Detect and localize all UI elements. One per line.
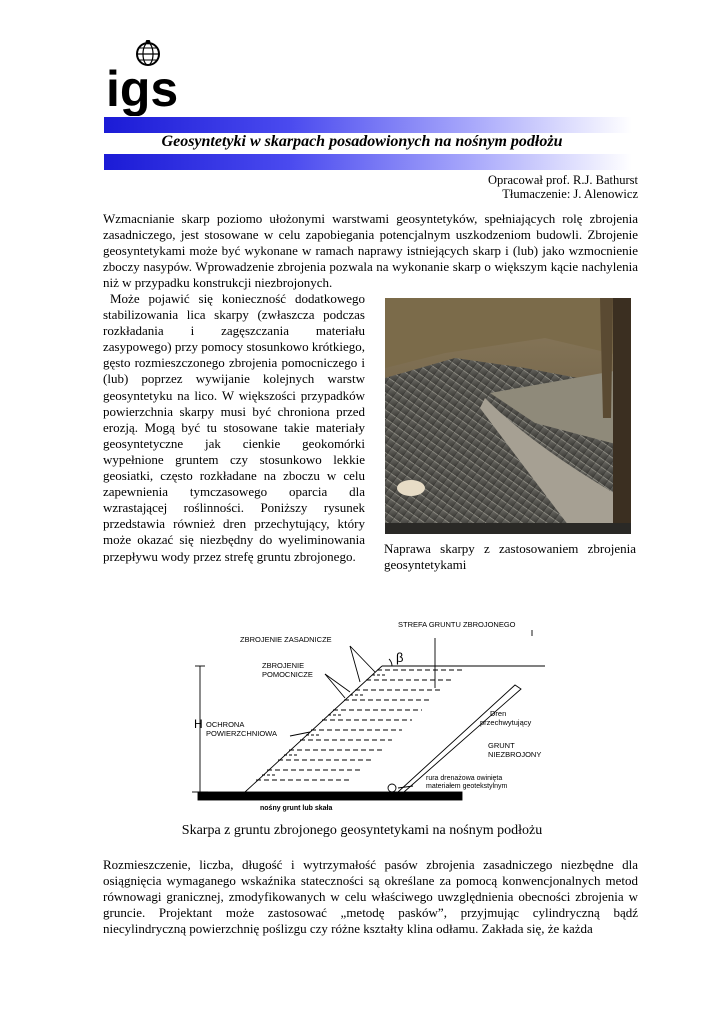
- label-secondary-2: POMOCNICZE: [262, 670, 313, 679]
- author-line: Opracował prof. R.J. Bathurst: [488, 173, 638, 187]
- label-primary-reinforcement: ZBROJENIE ZASADNICZE: [240, 635, 332, 644]
- paragraph-design-method: Rozmieszczenie, liczba, długość i wytrzymałość pasów zbrojenia zasadniczego niezbędne dla osiągnięcia wymaganego wskaźnika stateczności są określane za pomocą konwencjonalnych metod równowagi granicznej, zmodyfikowanych w celu właściwego uwzględnienia obecności zbrojenia w gruncie. Projektant może zastosować „metodę pasków”, przyjmując cylindryczną bądź niecylindryczną powierzchnię poślizgu czy różne kształty klina odłamu. Zakłada się, że każda: [103, 857, 638, 937]
- label-protection-1: OCHRONA: [206, 720, 245, 729]
- logo-text: igs: [106, 61, 179, 116]
- igs-logo: [100, 40, 196, 116]
- paragraph-intro: Wzmacnianie skarp poziomo ułożonymi warstwami geosyntetyków, spełniających rolę zbrojenia zasadniczego, jest stosowane w celu zapobiegania potencjalnym uszkodzeniom budowli. Zbrojenie geosyntetykami może być wykonane w ramach naprawy istniejących skarp i (lub) jako wzmocnienie zboczy nasypów. Wprowadzenie zbrojenia pozwala na wykonanie skarp o większym kącie nachylenia niż w przypadku konstrukcji niezbrojonych.: [103, 211, 638, 291]
- slope-cross-section-diagram: [170, 610, 570, 815]
- label-protection-2: POWIERZCHNIOWA: [206, 729, 277, 738]
- translator-line: Tłumaczenie: J. Alenowicz: [502, 187, 638, 201]
- diagram-caption: Skarpa z gruntu zbrojonego geosyntetykami na nośnym podłożu: [181, 823, 543, 838]
- photo-caption: Naprawa skarpy z zastosowaniem zbrojenia geosyntetykami: [384, 541, 636, 572]
- label-pipe-1: rura drenażowa owinięta: [426, 775, 503, 782]
- label-pipe-2: materiałem geotekstylnym: [426, 783, 508, 790]
- label-beta: β: [396, 650, 404, 665]
- label-unreinforced-1: GRUNT: [488, 741, 515, 750]
- label-drain-2: przechwytujący: [480, 718, 532, 727]
- label-foundation: nośny grunt lub skała: [260, 805, 333, 812]
- label-reinforced-zone: STREFA GRUNTU ZBROJONEGO: [398, 620, 516, 629]
- header-band-top: [104, 117, 632, 133]
- header-band-bottom: [104, 154, 632, 170]
- label-drain-1: Dren: [490, 709, 507, 718]
- label-unreinforced-2: NIEZBROJONY: [488, 750, 542, 759]
- slope-repair-photo: [385, 298, 631, 534]
- label-height: H: [194, 717, 203, 731]
- paragraph-face-stabilization: Może pojawić się konieczność dodatkowego stabilizowania lica skarpy (zwłaszcza podczas rozkładania i zagęszczania materiału zasypowego) przy pomocy stosunkowo krótkiego, gęsto rozmieszczonego zbrojenia pomocniczego i (lub) poprzez wywijanie kolejnych warstw geosyntetyku na lico. W większości przypadków powierzchnia skarpy musi być chroniona przed erozją. Mogą być tu stosowane takie materiały geosyntetyczne jak cienkie geokomórki wypełnione gruntem czy stosunkowo lekkie geosiatki, często rozkładane na zboczu w celu zapewnienia tymczasowego oparcia dla wzrastającej roślinności. Poniższy rysunek przedstawia również dren przechytujący, który może okazać się niezbędny do wyeliminowania przepływu wody przez strefę gruntu zbrojonego.: [103, 291, 365, 564]
- page-title: Geosyntetyki w skarpach posadowionych na nośnym podłożu: [161, 133, 563, 150]
- foundation-layer: [198, 792, 462, 800]
- label-secondary-1: ZBROJENIE: [262, 661, 305, 670]
